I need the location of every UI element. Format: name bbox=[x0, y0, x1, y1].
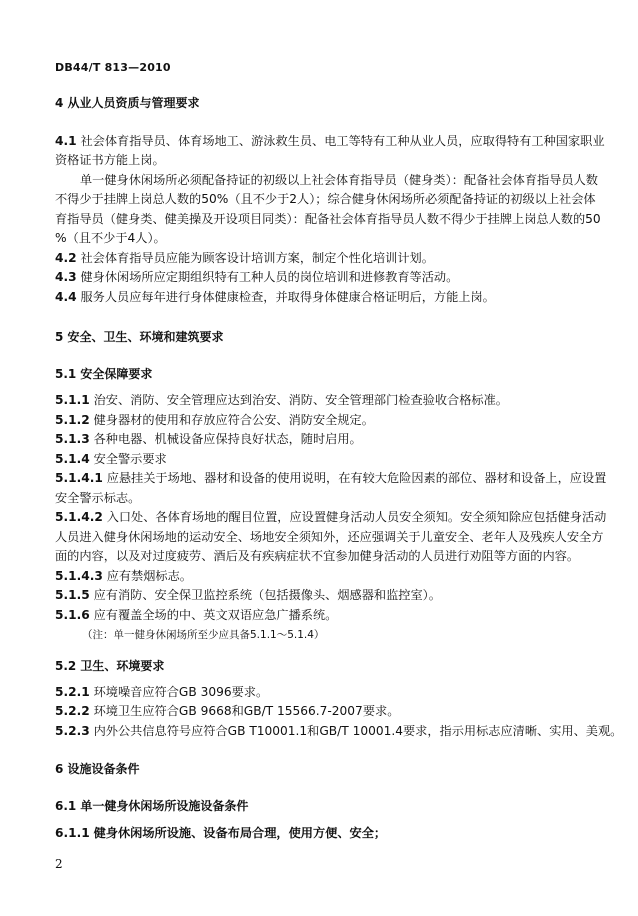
clause-text: 应有消防、安全保卫监控系统（包括摄像头、烟感器和监控室）。 bbox=[93, 588, 441, 602]
clause-5-1-4-2 bbox=[55, 509, 606, 525]
clause-text: 安全警示要求 bbox=[93, 452, 167, 466]
clause-number: 5.2.1 bbox=[55, 685, 90, 699]
note-line: （注：单一健身休闲场所至少应具备5.1.1～5.1.4） bbox=[82, 629, 325, 641]
clause-text: 应有禁烟标志。 bbox=[106, 569, 192, 583]
standard-code-header: DB44/T 813—2010 bbox=[55, 61, 171, 74]
clause-text: 各种电器、机械设备应保持良好状态，随时启用。 bbox=[93, 432, 362, 446]
clause-5-2-2 bbox=[55, 703, 399, 719]
paragraph-line: 育指导员（健身类、健美操及开设项目同类）：配备社会体育指导员人数不得少于挂牌上岗总人数的50 bbox=[55, 212, 601, 226]
clause-5-1-4-1 bbox=[55, 470, 606, 486]
paragraph-line: 资格证书方能上岗。 bbox=[55, 153, 165, 167]
clause-5-1-2 bbox=[55, 412, 374, 428]
clause-text: 治安、消防、安全管理应达到治安、消防、安全管理部门检查验收合格标准。 bbox=[93, 393, 508, 407]
section-heading-4: 4 从业人员资质与管理要求 bbox=[55, 96, 200, 110]
clause-number: 5.1.5 bbox=[55, 588, 90, 602]
subsection-heading-5-2: 5.2 卫生、环境要求 bbox=[55, 659, 165, 673]
clause-5-1-4 bbox=[55, 451, 167, 467]
clause-text: 环境噪音应符合GB 3096要求。 bbox=[93, 685, 269, 699]
clause-4-4 bbox=[55, 289, 495, 305]
subsection-heading-5-1: 5.1 安全保障要求 bbox=[55, 367, 153, 381]
paragraph-line: 人员进入健身休闲场地的运动安全、场地安全须知外，还应强调关于儿童安全、老年人及残疾人安全方 bbox=[55, 530, 604, 544]
clause-text: 内外公共信息符号应符合GB T10001.1和GB/T 10001.4要求，指示用标志应清晰、实用、美观。 bbox=[93, 724, 623, 738]
clause-number: 4.2 bbox=[55, 251, 77, 265]
clause-text: 健身休闲场所设施、设备布局合理，使用方便、安全； bbox=[93, 826, 387, 840]
clause-number: 6.1.1 bbox=[55, 826, 90, 840]
section-heading-5: 5 安全、卫生、环境和建筑要求 bbox=[55, 330, 224, 344]
clause-number: 5.1.4 bbox=[55, 452, 90, 466]
clause-number: 4.3 bbox=[55, 270, 77, 284]
clause-text: 社会体育指导员应能为顾客设计培训方案，制定个性化培训计划。 bbox=[80, 251, 434, 265]
clause-number: 5.2.3 bbox=[55, 724, 90, 738]
clause-number: 5.1.3 bbox=[55, 432, 90, 446]
clause-number: 5.1.4.2 bbox=[55, 510, 103, 524]
clause-5-1-4-3 bbox=[55, 568, 192, 584]
clause-text: 环境卫生应符合GB 9668和GB/T 15566.7-2007要求。 bbox=[93, 704, 400, 718]
clause-number: 5.1.2 bbox=[55, 413, 90, 427]
paragraph-line: 安全警示标志。 bbox=[55, 491, 141, 505]
clause-text: 应悬挂关于场地、器材和设备的使用说明，在有较大危险因素的部位、器材和设备上，应设置 bbox=[106, 471, 607, 485]
clause-4-3 bbox=[55, 269, 458, 285]
clause-text: 健身器材的使用和存放应符合公安、消防安全规定。 bbox=[93, 413, 374, 427]
clause-number: 5.2.2 bbox=[55, 704, 90, 718]
clause-5-2-1 bbox=[55, 684, 268, 700]
clause-number: 5.1.4.3 bbox=[55, 569, 103, 583]
page-number: 2 bbox=[55, 857, 63, 871]
clause-text: 服务人员应每年进行身体健康检查，并取得身体健康合格证明后，方能上岗。 bbox=[80, 290, 495, 304]
clause-number: 5.1.6 bbox=[55, 608, 90, 622]
clause-5-1-1 bbox=[55, 392, 508, 408]
clause-6-1-1 bbox=[55, 825, 386, 841]
clause-number: 5.1.4.1 bbox=[55, 471, 103, 485]
clause-number: 4.1 bbox=[55, 134, 77, 148]
clause-text: 社会体育指导员、体育场地工、游泳救生员、电工等特有工种从业人员，应取得特有工种国家职业 bbox=[80, 134, 605, 148]
clause-5-1-6 bbox=[55, 607, 337, 623]
clause-text: 应有覆盖全场的中、英文双语应急广播系统。 bbox=[93, 608, 338, 622]
clause-number: 4.4 bbox=[55, 290, 77, 304]
clause-text: 健身休闲场所应定期组织特有工种人员的岗位培训和进修教育等活动。 bbox=[80, 270, 459, 284]
section-heading-6: 6 设施设备条件 bbox=[55, 762, 140, 776]
clause-number: 5.1.1 bbox=[55, 393, 90, 407]
paragraph-line: 单一健身休闲场所必须配备持证的初级以上社会体育指导员（健身类）：配备社会体育指导员人数 bbox=[80, 173, 598, 187]
clause-4-1 bbox=[55, 133, 605, 149]
clause-text: 入口处、各体育场地的醒目位置，应设置健身活动人员安全须知。安全须知除应包括健身活动 bbox=[106, 510, 607, 524]
paragraph-line: 面的内容，以及对过度疲劳、酒后及有疾病症状不宜参加健身活动的人员进行劝阻等方面的内容。 bbox=[55, 549, 580, 563]
paragraph-line: %（且不少于4人）。 bbox=[55, 231, 166, 245]
clause-4-2 bbox=[55, 250, 434, 266]
paragraph-line: 不得少于挂牌上岗总人数的50%（且不少于2人）；综合健身休闲场所必须配备持证的初级以上社会体 bbox=[55, 192, 596, 206]
subsection-heading-6-1: 6.1 单一健身休闲场所设施设备条件 bbox=[55, 799, 249, 813]
clause-5-2-3 bbox=[55, 723, 622, 739]
clause-5-1-3 bbox=[55, 431, 362, 447]
clause-5-1-5 bbox=[55, 587, 441, 603]
